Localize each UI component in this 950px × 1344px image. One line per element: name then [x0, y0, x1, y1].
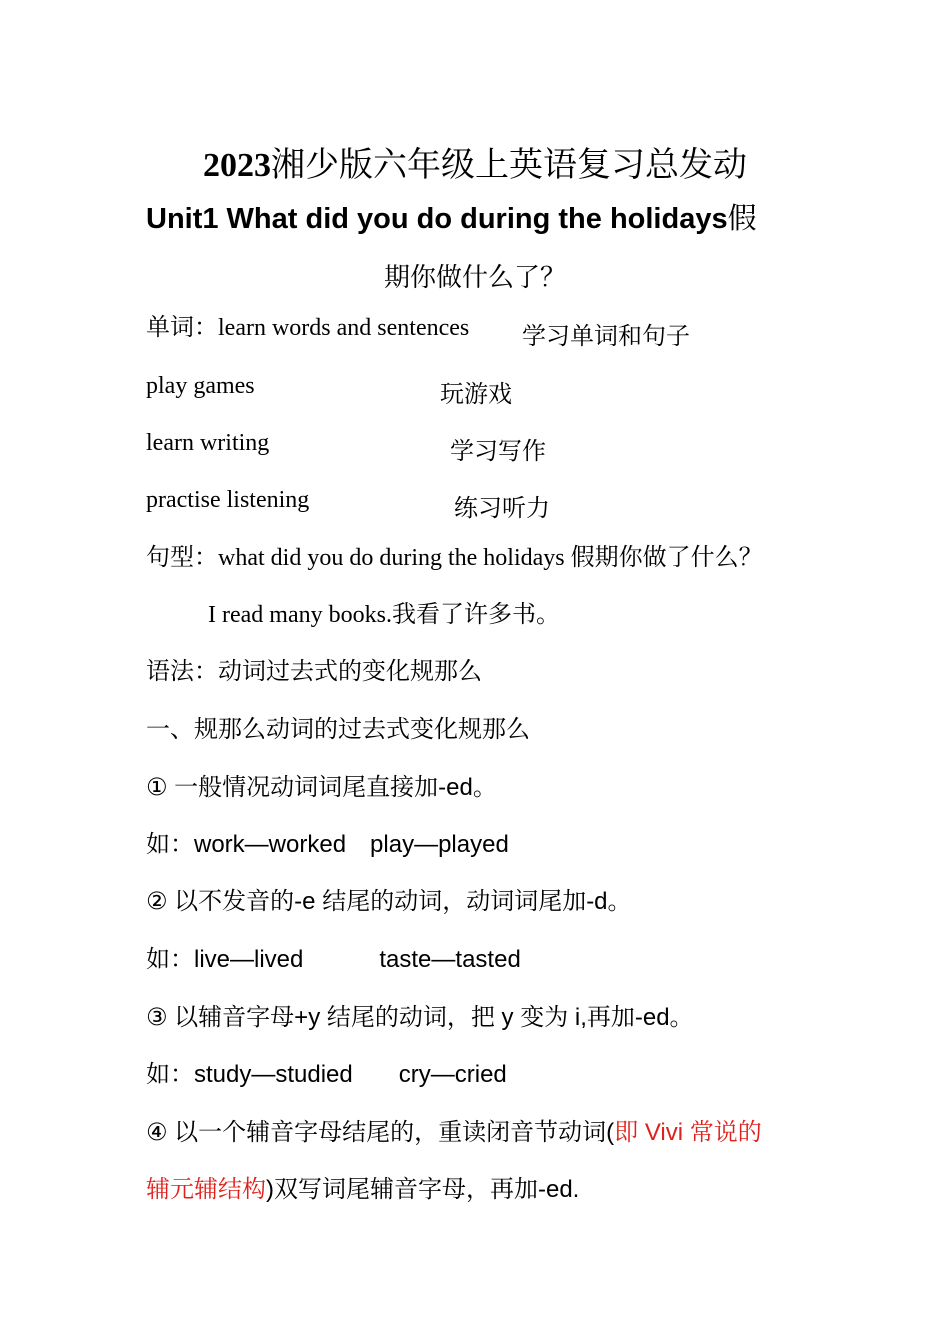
- vocab-row-1: [146, 316, 469, 340]
- example-item: taste—tasted: [379, 946, 521, 973]
- vocab-row-2: [146, 374, 255, 398]
- rule-2-example: [146, 948, 521, 972]
- vocab-prefix: 单词：: [146, 315, 218, 341]
- rule-4-line-1: [146, 1121, 762, 1145]
- rule-4-text: ④ 以一个辅音字母结尾的，重读闭音节动词(: [146, 1119, 615, 1146]
- rule-2: ② 以不发音的-e 结尾的动词，动词词尾加-d。: [146, 888, 632, 915]
- rule-3: ③ 以辅音字母+y 结尾的动词，把 y 变为 i,再加-ed。: [146, 1004, 694, 1031]
- sentence-answer: I read many books.我看了许多书。: [208, 602, 560, 628]
- sentence-question: what did you do during the holidays 假期你做了什么？: [218, 545, 763, 571]
- rule-4-line-2: [146, 1178, 579, 1202]
- unit-title-english: Unit1 What did you do during the holidays: [146, 203, 728, 235]
- rule-1-example: [146, 833, 509, 857]
- example-item: live—lived: [194, 946, 304, 973]
- main-title: [0, 137, 950, 186]
- example-prefix: 如：: [146, 831, 194, 858]
- example-prefix: 如：: [146, 1061, 194, 1088]
- rule-4-highlight: 辅元辅结构: [146, 1176, 266, 1203]
- vocab-row-3: [146, 431, 269, 455]
- title-text: 湘少版六年级上英语复习总发动: [271, 147, 747, 184]
- grammar-heading: 语法：动词过去式的变化规那么: [146, 659, 482, 685]
- vocab-en: learn words and sentences: [218, 315, 470, 341]
- example-item: study—studied: [194, 1061, 353, 1088]
- example-item: work—worked: [194, 831, 347, 858]
- vocab-cn: 练习听力: [454, 496, 550, 522]
- rule-4-text: )双写词尾辅音字母，再加-ed.: [266, 1176, 580, 1203]
- rule-1: ① 一般情况动词词尾直接加-ed。: [146, 774, 497, 801]
- vocab-en: practise listening: [146, 487, 310, 513]
- unit-title: [146, 196, 757, 237]
- sentence-prefix: 句型：: [146, 545, 218, 571]
- example-item: cry—cried: [398, 1061, 507, 1088]
- grammar-section-heading: 一、规那么动词的过去式变化规那么: [146, 717, 530, 743]
- vocab-en: learn writing: [146, 430, 270, 456]
- title-year: 2023: [203, 147, 271, 184]
- vocab-row-4: [146, 488, 309, 512]
- vocab-cn: 学习单词和句子: [522, 324, 690, 350]
- vocab-cn: 玩游戏: [440, 382, 512, 408]
- vocab-cn: 学习写作: [450, 439, 546, 465]
- sentence-question-row: [146, 546, 763, 570]
- unit-title-continued: 期你做什么了？: [383, 263, 566, 292]
- rule-4-highlight: 即 Vivi 常说的: [614, 1119, 762, 1146]
- example-prefix: 如：: [146, 946, 194, 973]
- vocab-en: play games: [146, 373, 255, 399]
- example-item: play—played: [370, 831, 509, 858]
- rule-3-example: [146, 1063, 507, 1087]
- unit-title-chinese-start: 假: [727, 203, 757, 235]
